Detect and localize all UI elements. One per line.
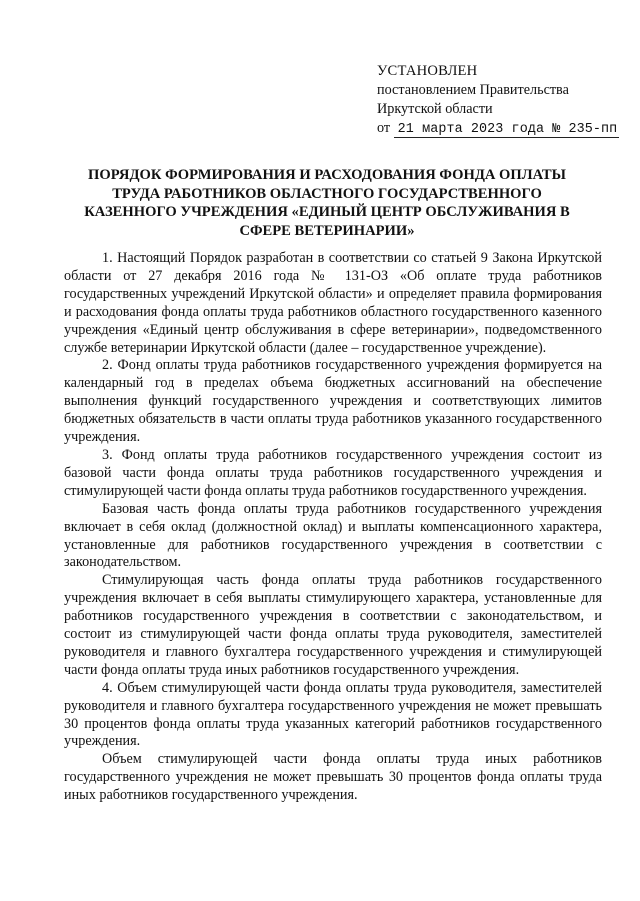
paragraph-1: 1. Настоящий Порядок разработан в соответствии со статьей 9 Закона Иркутской области от 27 декабря 2016 года № 131-ОЗ «Об оплате труда работников государственных учреждений Иркутской области» и определяет правила формирования и расходования фонда оплаты труда работников областного государственного казенного учреждения «Единый центр обслуживания в сфере ветеринарии», подведомственного службе ветеринарии Иркутской области (далее – государственное учреждение). — [64, 250, 602, 356]
approval-date-line — [377, 119, 627, 139]
paragraph-7: Объем стимулирующей части фонда оплаты труда иных работников государственного учреждения не может превышать 30 процентов фонда оплаты труда иных работников государственного учреждения. — [64, 751, 602, 804]
document-body — [64, 250, 602, 805]
paragraph-4: Базовая часть фонда оплаты труда работников государственного учреждения включает в себя оклад (должностной оклад) и выплаты компенсационного характера, установленные для работников государственного учреждения в соответствии с законодательством. — [64, 500, 602, 571]
paragraph-2: 2. Фонд оплаты труда работников государственного учреждения формируется на календарный год в пределах объема бюджетных ассигнований на обеспечение выполнения функций государственного учреждения и соответствующих лимитов бюджетных обязательств в части оплаты труда работников указанного государственного учреждения. — [64, 357, 602, 446]
paragraph-3: 3. Фонд оплаты труда работников государственного учреждения состоит из базовой части фонда оплаты труда работников государственного учреждения и стимулирующей части фонда оплаты труда работников государственного учреждения. — [64, 446, 602, 499]
approval-date-value: 21 марта 2023 года № 235-пп — [394, 122, 620, 138]
approval-block — [377, 62, 627, 139]
approval-line-2: Иркутской области — [377, 101, 493, 117]
approval-line-1: постановлением Правительства — [377, 82, 569, 98]
approval-date-prefix: от — [377, 120, 391, 136]
paragraph-5: Стимулирующая часть фонда оплаты труда работников государственного учреждения включает в себя выплаты стимулирующего характера, установленные для работников государственного учреждения в соответствии с законодательством, и состоит из стимулирующей части фонда оплаты труда руководителя, заместителей руководителя и главного бухгалтера государственного учреждения и стимулирующей части фонда оплаты труда иных работников государственного учреждения. — [64, 572, 602, 678]
paragraph-6: 4. Объем стимулирующей части фонда оплаты труда руководителя, заместителей руководителя и главного бухгалтера государственного учреждения не может превышать 30 процентов фонда оплаты труда указанных категорий работников государственного учреждения. — [64, 679, 602, 750]
approval-heading: УСТАНОВЛЕН — [377, 63, 478, 79]
document-title: ПОРЯДОК ФОРМИРОВАНИЯ И РАСХОДОВАНИЯ ФОНДА ОПЛАТЫ ТРУДА РАБОТНИКОВ ОБЛАСТНОГО ГОСУДАРСТВЕННОГО КАЗЕННОГО УЧРЕЖДЕНИЯ «ЕДИНЫЙ ЦЕНТР ОБСЛУЖИВАНИЯ В СФЕРЕ ВЕТЕРИНАРИИ» — [84, 167, 570, 239]
